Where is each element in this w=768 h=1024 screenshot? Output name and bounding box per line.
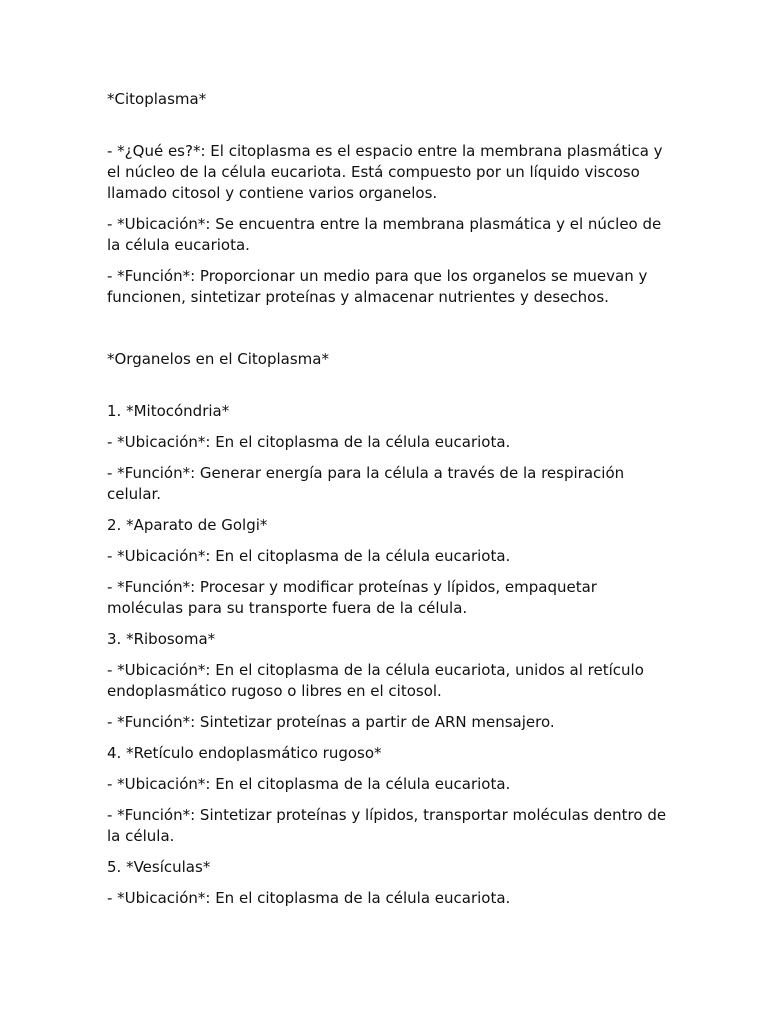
document-title: *Citoplasma* xyxy=(107,90,207,108)
organelle-ubicacion: - *Ubicación*: En el citoplasma de la célula eucariota. xyxy=(107,775,511,793)
organelle-name: 2. *Aparato de Golgi* xyxy=(107,516,268,534)
intro-ubicacion: - *Ubicación*: Se encuentra entre la membrana plasmática y el núcleo de la célula eucariota. xyxy=(107,215,662,254)
organelle-ubicacion: - *Ubicación*: En el citoplasma de la célula eucariota, unidos al retículo endoplasmático rugoso o libres en el citosol. xyxy=(107,661,644,700)
organelle-funcion: - *Función*: Sintetizar proteínas y lípidos, transportar moléculas dentro de la célula. xyxy=(107,806,667,845)
organelle-ubicacion: - *Ubicación*: En el citoplasma de la célula eucariota. xyxy=(107,889,511,907)
spacer xyxy=(107,370,667,401)
organelle-ubicacion: - *Ubicación*: En el citoplasma de la célula eucariota. xyxy=(107,547,511,565)
organelle-name: 4. *Retículo endoplasmático rugoso* xyxy=(107,744,382,762)
organelle-funcion: - *Función*: Procesar y modificar proteínas y lípidos, empaquetar moléculas para su transporte fuera de la célula. xyxy=(107,578,597,617)
organelle-funcion: - *Función*: Generar energía para la célula a través de la respiración celular. xyxy=(107,464,625,503)
document-page xyxy=(107,89,667,919)
intro-que-es: - *¿Qué es?*: El citoplasma es el espacio entre la membrana plasmática y el núcleo de la célula eucariota. Está compuesto por un líquido viscoso llamado citosol y contiene varios organelos. xyxy=(107,142,663,202)
spacer xyxy=(107,110,667,141)
intro-funcion: - *Función*: Proporcionar un medio para que los organelos se muevan y funcionen, sintetizar proteínas y almacenar nutrientes y desechos. xyxy=(107,267,648,306)
organelle-funcion: - *Función*: Sintetizar proteínas a partir de ARN mensajero. xyxy=(107,713,555,731)
organelle-name: 1. *Mitocóndria* xyxy=(107,402,230,420)
organelle-name: 5. *Vesículas* xyxy=(107,858,211,876)
organelle-ubicacion: - *Ubicación*: En el citoplasma de la célula eucariota. xyxy=(107,433,511,451)
spacer xyxy=(107,318,667,349)
section-title: *Organelos en el Citoplasma* xyxy=(107,350,329,368)
organelle-name: 3. *Ribosoma* xyxy=(107,630,216,648)
